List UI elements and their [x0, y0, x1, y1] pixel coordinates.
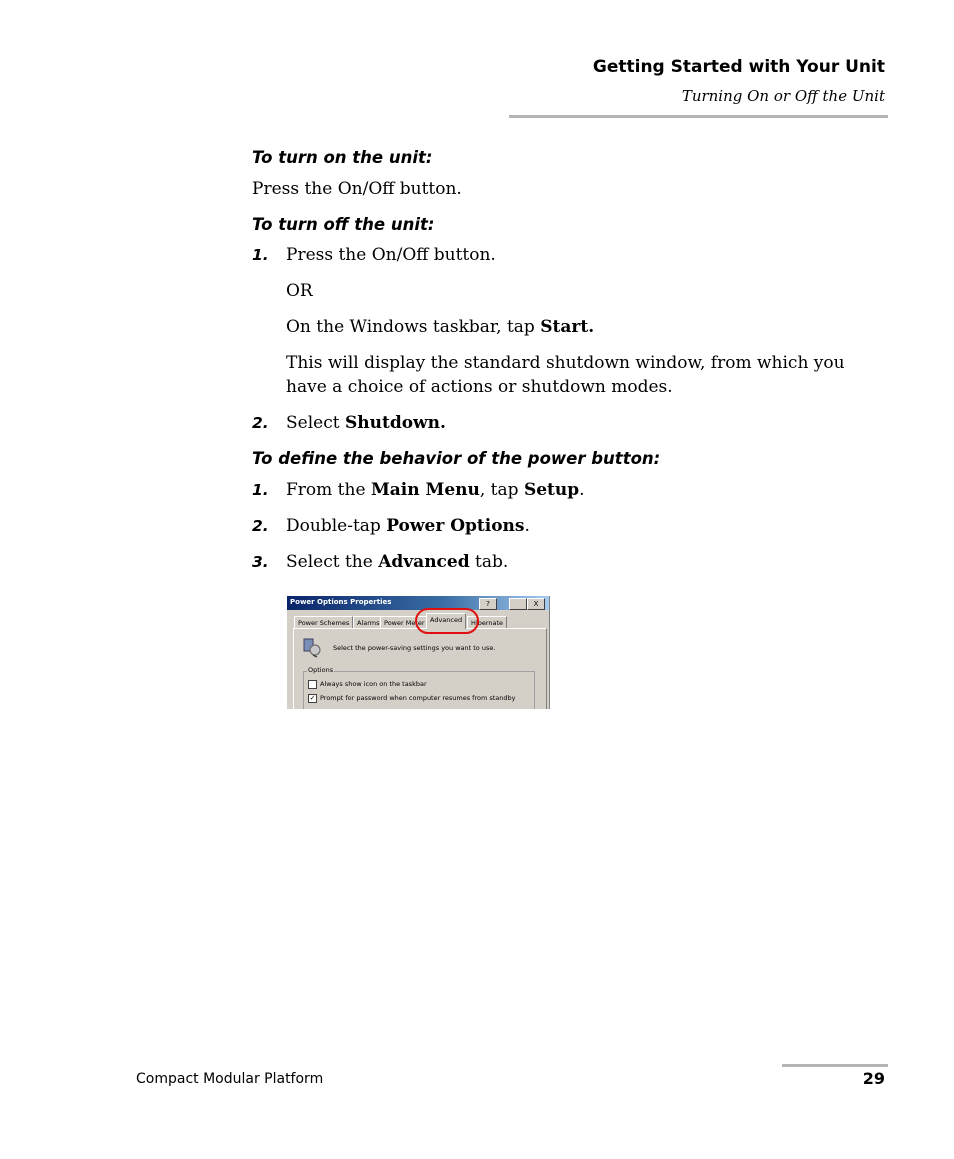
window-titlebar — [287, 596, 549, 610]
taskbar-instruction — [286, 315, 594, 339]
step-text: tab. — [469, 552, 509, 572]
step-text: , tap — [479, 480, 524, 500]
footer-rule — [782, 1064, 888, 1067]
show-icon-label: Always show icon on the taskbar — [320, 680, 427, 688]
running-header-title: Getting Started with Your Unit — [592, 57, 885, 77]
shutdown-label: Shutdown. — [344, 413, 446, 433]
turn-on-instruction: Press the On/Off button. — [252, 179, 462, 199]
tab-advanced[interactable]: Advanced — [426, 613, 466, 629]
main-menu-label: Main Menu — [370, 480, 480, 500]
step-text: Select — [286, 413, 345, 433]
shutdown-window-description: This will display the standard shutdown window, from which you have a choice of actions or shutdown modes. — [286, 353, 845, 397]
power-button-step-2 — [286, 514, 530, 538]
procedure-heading-turn-off: To turn off the unit: — [252, 215, 435, 234]
options-groupbox — [303, 671, 535, 709]
procedure-heading-power-button: To define the behavior of the power button: — [252, 449, 661, 468]
power-options-label: Power Options — [386, 516, 525, 536]
step-number: 3. — [252, 553, 269, 571]
page-number: 29 — [862, 1069, 885, 1088]
step-text: . — [524, 516, 530, 536]
options-group-label: Options — [308, 666, 334, 674]
step-text: . — [579, 480, 585, 500]
step-text: From the — [286, 480, 371, 500]
window-title: Power Options Properties — [290, 598, 392, 606]
prompt-password-label: Prompt for password when computer resumes from standby — [320, 694, 516, 702]
power-plug-icon — [301, 636, 323, 658]
help-button[interactable]: ? — [479, 598, 497, 610]
power-button-step-3 — [286, 550, 508, 574]
tab-hibernate[interactable]: Hibernate — [467, 616, 507, 629]
tab-power-schemes[interactable]: Power Schemes — [294, 616, 353, 629]
start-label: Start. — [540, 317, 595, 337]
footer-product-name: Compact Modular Platform — [136, 1071, 324, 1087]
or-separator: OR — [286, 281, 313, 301]
step-number: 2. — [252, 414, 269, 432]
close-button[interactable]: X — [527, 598, 545, 610]
turn-off-step-1: Press the On/Off button. — [286, 245, 496, 265]
power-button-step-1 — [286, 478, 585, 502]
setup-label: Setup — [523, 480, 580, 500]
advanced-label: Advanced — [378, 552, 470, 572]
tab-alarms[interactable]: Alarms — [353, 616, 384, 629]
step-text: Double-tap — [286, 516, 387, 536]
step-number: 1. — [252, 246, 269, 264]
taskbar-instruction-text: On the Windows taskbar, tap — [286, 317, 541, 337]
header-rule — [509, 115, 888, 118]
show-icon-checkbox[interactable] — [308, 680, 317, 689]
step-text: Select the — [286, 552, 379, 572]
step-number: 2. — [252, 517, 269, 535]
turn-off-step-2 — [286, 411, 446, 435]
tab-power-meter[interactable]: Power Meter — [380, 616, 429, 629]
step-number: 1. — [252, 481, 269, 499]
procedure-heading-turn-on: To turn on the unit: — [252, 148, 433, 167]
prompt-password-checkbox[interactable]: ✓ — [309, 694, 316, 702]
running-header-subtitle: Turning On or Off the Unit — [681, 87, 885, 105]
disabled-button — [509, 598, 527, 610]
power-saving-hint: Select the power-saving settings you want to use. — [333, 644, 496, 652]
